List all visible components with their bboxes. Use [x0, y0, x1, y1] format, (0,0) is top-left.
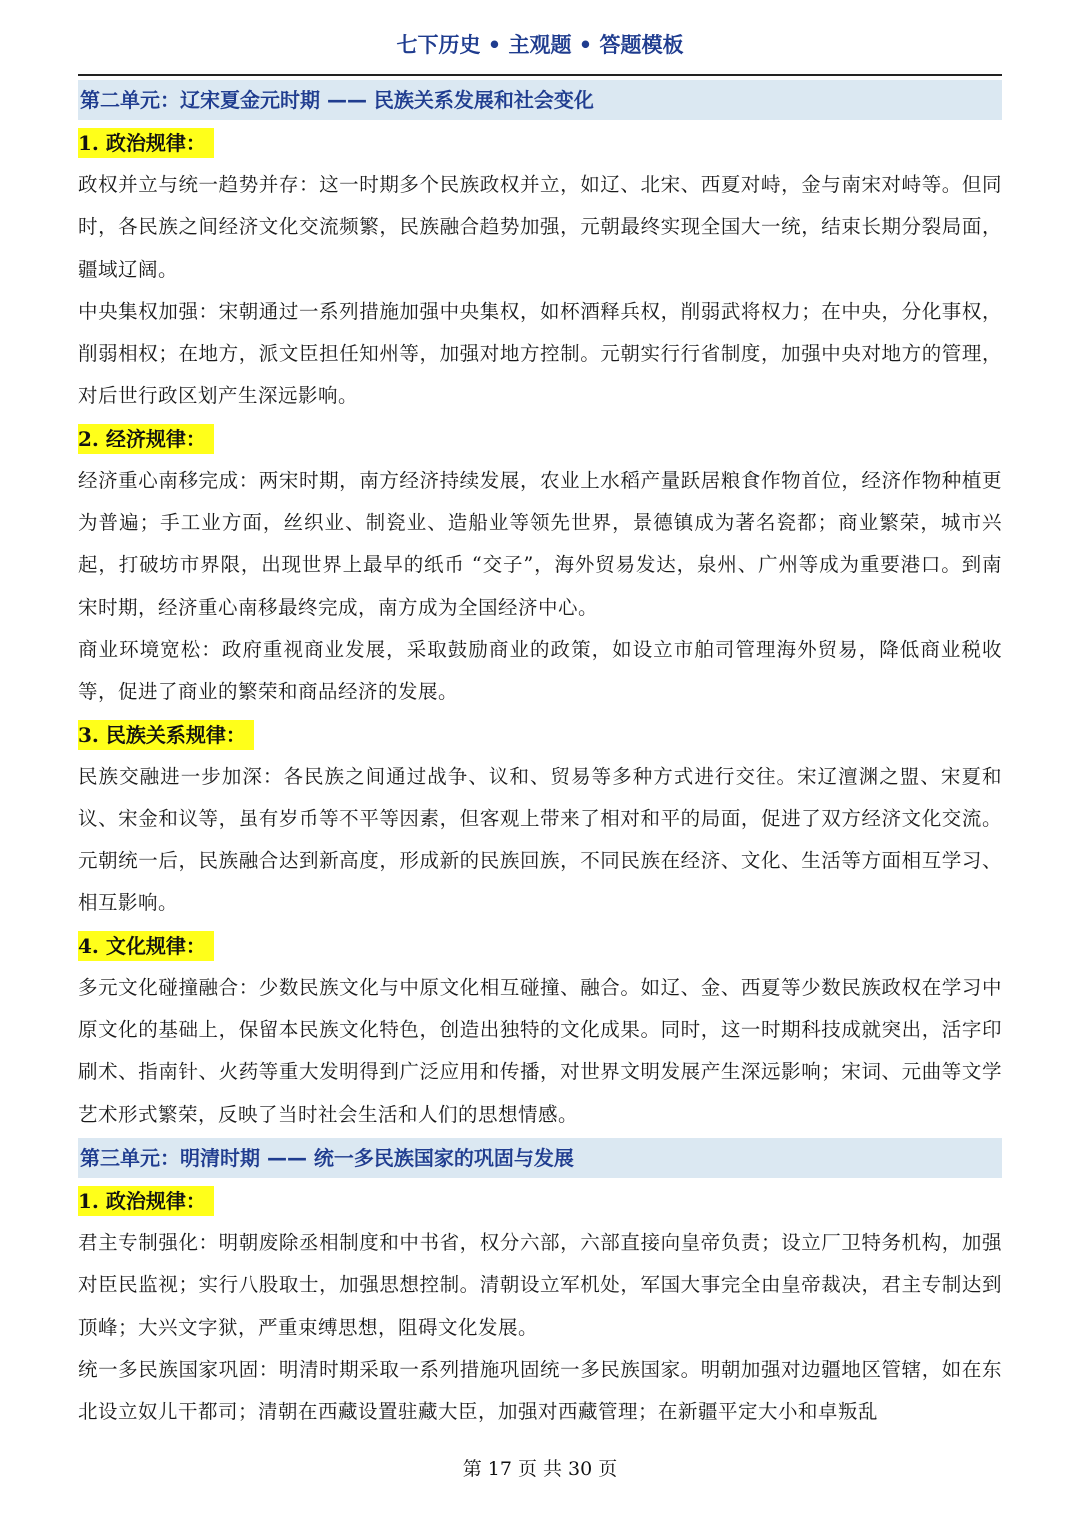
unit-2-title: 第二单元：辽宋夏金元时期 —— 民族关系发展和社会变化 — [78, 80, 1002, 120]
unit-3-rule-1-paragraph-2: 统一多民族国家巩固：明清时期采取一系列措施巩固统一多民族国家。明朝加强对边疆地区管辖，如在东北设立奴儿干都司；清朝在西藏设置驻藏大臣，加强对西藏管理；在新疆平定大小和卓叛乱 — [78, 1357, 1002, 1424]
unit-3-rule-1-paragraph-1: 君主专制强化：明朝废除丞相制度和中书省，权分六部，六部直接向皇帝负责；设立厂卫特务机构，加强对臣民监视；实行八股取士，加强思想控制。清朝设立军机处，军国大事完全由皇帝裁决，君主专制达到顶峰；大兴文字狱，严重束缚思想，阻碍文化发展。 — [78, 1230, 1002, 1339]
document-body — [78, 78, 1002, 1433]
unit-2-rule-1-paragraph-1: 政权并立与统一趋势并存：这一时期多个民族政权并立，如辽、北宋、西夏对峙，金与南宋对峙等。但同时，各民族之间经济文化交流频繁，民族融合趋势加强，元朝最终实现全国大一统，结束长期分裂局面，疆域辽阔。 — [78, 173, 1002, 281]
unit-2-rule-2-paragraph-1: 经济重心南移完成：两宋时期，南方经济持续发展，农业上水稻产量跃居粮食作物首位，经济作物种植更为普遍；手工业方面，丝织业、制瓷业、造船业等领先世界，景德镇成为著名瓷都；商业繁荣，城市兴起，打破坊市界限，出现世界上最早的纸币 “交子”，海外贸易发达，泉州、广州等成为重要港口。到南宋时期，经济重心南移最终完成，南方成为全国经济中心。 — [78, 468, 1002, 619]
unit-2-rule-3-paragraph-1: 民族交融进一步加深：各民族之间通过战争、议和、贸易等多种方式进行交往。宋辽澶渊之盟、宋夏和议、宋金和议等，虽有岁币等不平等因素，但客观上带来了相对和平的局面，促进了双方经济文化交流。元朝统一后，民族融合达到新高度，形成新的民族回族，不同民族在经济、文化、生活等方面相互学习、相互影响。 — [78, 764, 1002, 915]
unit-2-rule-4-paragraph-1: 多元文化碰撞融合：少数民族文化与中原文化相互碰撞、融合。如辽、金、西夏等少数民族政权在学习中原文化的基础上，保留本民族文化特色，创造出独特的文化成果。同时，这一时期科技成就突出，活字印刷术、指南针、火药等重大发明得到广泛应用和传播，对世界文明发展产生深远影响；宋词、元曲等文学艺术形式繁荣，反映了当时社会生活和人们的思想情感。 — [78, 975, 1002, 1126]
page-number: 第 17 页 共 30 页 — [462, 1458, 618, 1480]
document-title: 七下历史 • 主观题 • 答题模板 — [396, 33, 684, 57]
unit-2-rule-3-heading — [78, 714, 1002, 756]
unit-3-title: 第三单元：明清时期 —— 统一多民族国家的巩固与发展 — [78, 1138, 1002, 1178]
unit-2-rule-1-heading — [78, 122, 1002, 164]
page-header — [78, 28, 1002, 76]
highlighted-heading: 2. 经济规律： — [78, 424, 214, 454]
unit-3-rule-1-heading — [78, 1180, 1002, 1222]
unit-2-rule-4-heading — [78, 925, 1002, 967]
highlighted-heading: 3. 民族关系规律： — [78, 720, 254, 750]
unit-2-rule-2-paragraph-2: 商业环境宽松：政府重视商业发展，采取鼓励商业的政策，如设立市舶司管理海外贸易，降低商业税收等，促进了商业的繁荣和商品经济的发展。 — [78, 637, 1002, 704]
unit-2-rule-2-heading — [78, 418, 1002, 460]
highlighted-heading: 1. 政治规律： — [78, 1186, 214, 1216]
highlighted-heading: 4. 文化规律： — [78, 931, 214, 961]
highlighted-heading: 1. 政治规律： — [78, 128, 214, 158]
unit-2-rule-1-paragraph-2: 中央集权加强：宋朝通过一系列措施加强中央集权，如杯酒释兵权，削弱武将权力；在中央，分化事权，削弱相权；在地方，派文臣担任知州等，加强对地方控制。元朝实行行省制度，加强中央对地方的管理，对后世行政区划产生深远影响。 — [78, 299, 1002, 408]
